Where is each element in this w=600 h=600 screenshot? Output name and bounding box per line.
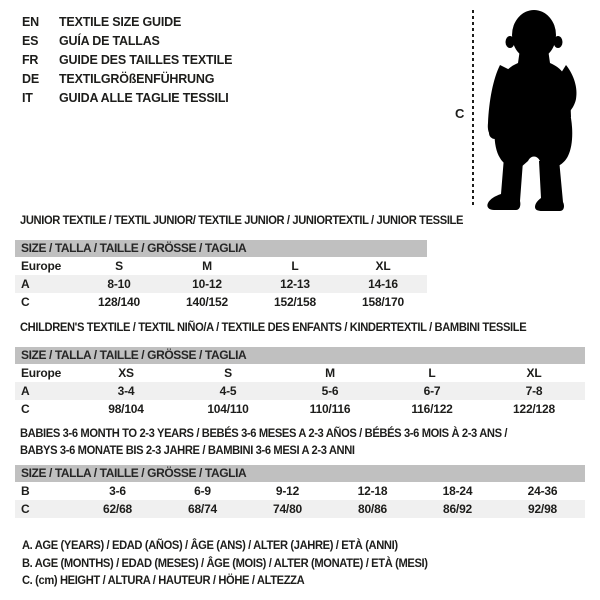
row-label: C [21,295,30,309]
section-title-babies-line2: BABYS 3-6 MONATE BIS 2-3 JAHRE / BAMBINI 3-6 MESI A 2-3 ANNI [20,443,355,457]
language-code: FR [22,53,39,67]
size-header-bar: SIZE / TALLA / TAILLE / GRÖSSE / TAGLIA [15,347,585,364]
table-cell: 8-10 [107,277,131,291]
footnote-age-months: B. AGE (MONTHS) / EDAD (MESES) / ÂGE (MOIS) / ALTER (MONATE) / ETÀ (MESI) [22,555,428,570]
table-row [15,257,427,275]
table-cell: 6-9 [194,484,211,498]
row-label: B [21,484,30,498]
language-row [22,13,232,32]
table-row [15,482,585,500]
row-label: C [21,402,30,416]
section-title-babies-line1: BABIES 3-6 MONTH TO 2-3 YEARS / BEBÉS 3-6 MESES A 2-3 AÑOS / BÉBÉS 3-6 MOIS À 2-3 ANS / [20,426,508,440]
table-row [15,275,427,293]
table-cell: 18-24 [442,484,473,498]
row-label: C [21,502,30,516]
table-cell: 7-8 [525,384,543,398]
table-row [15,382,585,400]
row-label: Europe [21,259,62,273]
footnote-height-cm: C. (cm) HEIGHT / ALTURA / HAUTEUR / HÖHE / ALTEZZA [22,573,305,587]
section-title-junior: JUNIOR TEXTILE / TEXTIL JUNIOR/ TEXTILE JUNIOR / JUNIORTEXTIL / JUNIOR TESSILE [20,213,464,227]
language-label: GUÍA DE TALLAS [59,34,160,48]
language-row [22,70,232,89]
babies-size-table [15,465,585,518]
toddler-silhouette-shapes [487,10,576,211]
language-code: ES [22,34,39,48]
junior-size-table [15,240,427,311]
table-cell: 12-18 [357,484,388,498]
language-header [22,13,232,108]
table-cell: 80/86 [357,502,388,516]
table-cell: 110/116 [309,402,351,416]
table-cell: M [325,366,335,380]
table-cell: XS [118,366,134,380]
table-cell: 62/68 [102,502,133,516]
table-cell: 122/128 [513,402,555,416]
table-cell: 6-7 [423,384,441,398]
table-cell: 4-5 [219,384,237,398]
table-cell: 152/158 [274,295,316,309]
language-row [22,89,232,108]
row-label: A [21,384,30,398]
height-measure-label: C [455,106,465,121]
language-label: GUIDE DES TAILLES TEXTILE [59,53,233,67]
table-cell: M [202,259,212,273]
language-row [22,51,232,70]
table-cell: 12-13 [280,277,310,291]
table-cell: 3-6 [109,484,126,498]
table-row [15,400,585,418]
table-cell: XL [375,259,391,273]
language-code: DE [22,72,39,86]
table-cell: 74/80 [272,502,303,516]
footnote-age-years: A. AGE (YEARS) / EDAD (AÑOS) / ÂGE (ANS) / ALTER (JAHRE) / ETÀ (ANNI) [22,538,398,552]
language-code: IT [22,91,33,105]
table-cell: L [428,366,436,380]
children-size-table [15,347,585,418]
language-label: TEXTILE SIZE GUIDE [59,15,182,29]
table-row [15,364,585,382]
table-cell: 92/98 [527,502,558,516]
size-header-bar: SIZE / TALLA / TAILLE / GRÖSSE / TAGLIA [15,240,427,257]
row-label: Europe [21,366,62,380]
table-cell: S [115,259,123,273]
table-row [15,500,585,518]
table-cell: 68/74 [187,502,218,516]
table-cell: 14-16 [368,277,398,291]
table-cell: 128/140 [98,295,140,309]
table-cell: 5-6 [321,384,339,398]
table-cell: 116/122 [411,402,453,416]
table-cell: 104/110 [207,402,249,416]
table-cell: 86/92 [442,502,473,516]
table-cell: 9-12 [275,484,300,498]
language-label: GUIDA ALLE TAGLIE TESSILI [59,91,229,105]
table-cell: XL [526,366,542,380]
height-dashed-line [472,10,474,207]
language-row [22,32,232,51]
table-cell: 3-4 [117,384,135,398]
footnotes [22,537,458,590]
language-label: TEXTILGRÖßENFÜHRUNG [59,72,215,86]
table-cell: 10-12 [192,277,222,291]
table-cell: 98/104 [108,402,144,416]
table-row [15,293,427,311]
row-label: A [21,277,30,291]
table-cell: S [224,366,232,380]
table-cell: 158/170 [362,295,404,309]
table-cell: 24-36 [527,484,558,498]
language-code: EN [22,15,39,29]
table-cell: 140/152 [186,295,228,309]
size-header-bar: SIZE / TALLA / TAILLE / GRÖSSE / TAGLIA [15,465,585,482]
table-cell: L [291,259,299,273]
toddler-silhouette [487,5,599,211]
section-title-children: CHILDREN'S TEXTILE / TEXTIL NIÑO/A / TEXTILE DES ENFANTS / KINDERTEXTIL / BAMBINI TESSILE [20,320,527,334]
